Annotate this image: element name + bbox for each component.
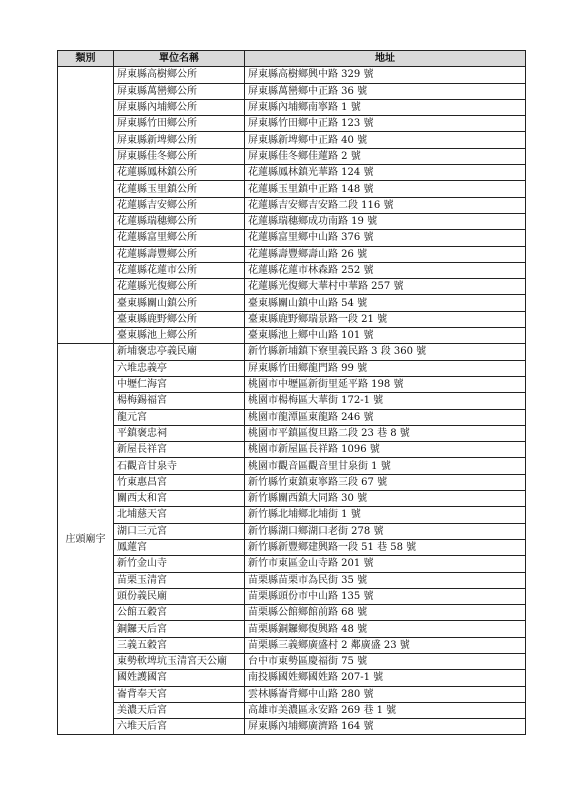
unit-name-cell: 花蓮縣瑞穗鄉公所 [114,213,245,229]
address-cell: 屏東縣內埔鄉廣濟路 164 號 [245,719,526,735]
table-row [58,653,526,669]
table-row [58,311,526,327]
table-row [58,572,526,588]
address-cell: 新竹縣竹東鎮東寧路三段 67 號 [245,474,526,490]
table-body [58,67,526,735]
unit-name-cell: 屏東縣內埔鄉公所 [114,99,245,115]
address-cell: 桃園市新屋區長祥路 1096 號 [245,442,526,458]
address-cell: 桃園市楊梅區大華街 172-1 號 [245,393,526,409]
unit-name-cell: 鳳蓮宮 [114,539,245,555]
unit-name-cell: 湖口三元宮 [114,523,245,539]
unit-name-cell: 中壢仁海宮 [114,376,245,392]
table-row [58,376,526,392]
unit-name-cell: 屏東縣佳冬鄉公所 [114,148,245,164]
address-cell: 花蓮縣光復鄉大華村中華路 257 號 [245,279,526,295]
table-row [58,670,526,686]
table-row [58,588,526,604]
table-row [58,523,526,539]
address-cell: 桃園市中壢區新街里延平路 198 號 [245,376,526,392]
address-cell: 高雄市美濃區永安路 269 巷 1 號 [245,702,526,718]
address-cell: 屏東縣新埤鄉中正路 40 號 [245,132,526,148]
table-row [58,409,526,425]
table-row [58,360,526,376]
table-row [58,393,526,409]
unit-name-cell: 屏東縣竹田鄉公所 [114,116,245,132]
table-row [58,507,526,523]
address-cell: 花蓮縣富里鄉中山路 376 號 [245,230,526,246]
table-row [58,262,526,278]
table-row [58,230,526,246]
table-row [58,165,526,181]
address-cell: 臺東縣池上鄉中山路 101 號 [245,328,526,344]
address-cell: 花蓮縣鳳林鎮光華路 124 號 [245,165,526,181]
header-unit-name: 單位名稱 [114,51,245,67]
address-cell: 苗栗縣公館鄉館前路 68 號 [245,605,526,621]
category-cell: 庄頭廟宇 [58,344,114,735]
address-cell: 苗栗縣苗栗市為民街 35 號 [245,572,526,588]
unit-name-cell: 龍元宮 [114,409,245,425]
unit-name-cell: 國姓護國宮 [114,670,245,686]
table-row [58,246,526,262]
address-cell: 屏東縣萬巒鄉中正路 36 號 [245,83,526,99]
unit-name-cell: 新埔褒忠亭義民廟 [114,344,245,360]
unit-name-cell: 屏東縣新埤鄉公所 [114,132,245,148]
unit-name-cell: 六堆天后宮 [114,719,245,735]
address-cell: 桃園市龍潭區東龍路 246 號 [245,409,526,425]
address-cell: 屏東縣佳冬鄉佳蓮路 2 號 [245,148,526,164]
unit-name-cell: 臺東縣關山鎮公所 [114,295,245,311]
address-cell: 新竹縣北埔鄉北埔街 1 號 [245,507,526,523]
table-row [58,719,526,735]
address-cell: 南投縣國姓鄉國姓路 207-1 號 [245,670,526,686]
table-header-row [58,51,526,67]
unit-name-cell: 苗栗玉清宮 [114,572,245,588]
address-cell: 苗栗縣頭份市中山路 135 號 [245,588,526,604]
table-row [58,197,526,213]
unit-name-cell: 花蓮縣光復鄉公所 [114,279,245,295]
unit-name-cell: 石觀音甘泉寺 [114,458,245,474]
address-cell: 花蓮縣壽豐鄉壽山路 26 號 [245,246,526,262]
document-page [57,50,526,735]
table-row [58,605,526,621]
unit-name-cell: 臺東縣鹿野鄉公所 [114,311,245,327]
address-cell: 苗栗縣三義鄉廣盛村 2 鄰廣盛 23 號 [245,637,526,653]
address-cell: 花蓮縣玉里鎮中正路 148 號 [245,181,526,197]
address-cell: 臺東縣鹿野鄉瑞景路一段 21 號 [245,311,526,327]
address-cell: 新竹縣湖口鄉湖口老街 278 號 [245,523,526,539]
address-table [57,50,526,735]
table-row [58,621,526,637]
address-cell: 臺東縣關山鎮中山路 54 號 [245,295,526,311]
unit-name-cell: 新屋長祥宮 [114,442,245,458]
table-row [58,181,526,197]
category-cell [58,67,114,344]
address-cell: 台中市東勢區慶福街 75 號 [245,653,526,669]
table-row [58,702,526,718]
address-cell: 桃園市平鎮區復旦路二段 23 巷 8 號 [245,425,526,441]
unit-name-cell: 花蓮縣吉安鄉公所 [114,197,245,213]
unit-name-cell: 花蓮縣花蓮市公所 [114,262,245,278]
address-cell: 屏東縣內埔鄉南寧路 1 號 [245,99,526,115]
address-cell: 屏東縣竹田鄉中正路 123 號 [245,116,526,132]
table-row [58,442,526,458]
table-row [58,213,526,229]
unit-name-cell: 六堆忠義亭 [114,360,245,376]
address-cell: 苗栗縣銅鑼鄉復興路 48 號 [245,621,526,637]
table-row [58,279,526,295]
table-row [58,116,526,132]
table-row [58,425,526,441]
address-cell: 雲林縣崙背鄉中山路 280 號 [245,686,526,702]
address-cell: 新竹縣關西鎮大同路 30 號 [245,491,526,507]
unit-name-cell: 北埔慈天宮 [114,507,245,523]
unit-name-cell: 花蓮縣富里鄉公所 [114,230,245,246]
unit-name-cell: 頭份義民廟 [114,588,245,604]
unit-name-cell: 崙背奉天宮 [114,686,245,702]
table-row [58,458,526,474]
unit-name-cell: 楊梅錫福宮 [114,393,245,409]
unit-name-cell: 銅鑼天后宮 [114,621,245,637]
address-cell: 屏東縣高樹鄉興中路 329 號 [245,67,526,83]
address-cell: 屏東縣竹田鄉龍門路 99 號 [245,360,526,376]
unit-name-cell: 屏東縣萬巒鄉公所 [114,83,245,99]
unit-name-cell: 花蓮縣壽豐鄉公所 [114,246,245,262]
address-cell: 花蓮縣吉安鄉吉安路二段 116 號 [245,197,526,213]
address-cell: 新竹縣新豐鄉建興路一段 51 巷 58 號 [245,539,526,555]
address-cell: 花蓮縣瑞穗鄉成功南路 19 號 [245,213,526,229]
table-row [58,686,526,702]
unit-name-cell: 關西太和宮 [114,491,245,507]
table-row [58,148,526,164]
unit-name-cell: 屏東縣高樹鄉公所 [114,67,245,83]
unit-name-cell: 平鎮褒忠祠 [114,425,245,441]
unit-name-cell: 花蓮縣玉里鎮公所 [114,181,245,197]
unit-name-cell: 三義五穀宮 [114,637,245,653]
table-row [58,328,526,344]
address-cell: 桃園市觀音區觀音里甘泉街 1 號 [245,458,526,474]
address-cell: 花蓮縣花蓮市林森路 252 號 [245,262,526,278]
table-row [58,491,526,507]
table-row [58,474,526,490]
unit-name-cell: 花蓮縣鳳林鎮公所 [114,165,245,181]
table-row [58,99,526,115]
unit-name-cell: 新竹金山寺 [114,556,245,572]
unit-name-cell: 美濃天后宮 [114,702,245,718]
unit-name-cell: 東勢軟埤坑玉清宮天公廟 [114,653,245,669]
unit-name-cell: 臺東縣池上鄉公所 [114,328,245,344]
table-row [58,344,526,360]
table-row [58,539,526,555]
table-row [58,637,526,653]
header-category: 類別 [58,51,114,67]
address-cell: 新竹市東區金山寺路 201 號 [245,556,526,572]
table-row [58,295,526,311]
table-row [58,83,526,99]
table-row [58,132,526,148]
address-cell: 新竹縣新埔鎮下寮里義民路 3 段 360 號 [245,344,526,360]
header-address: 地址 [245,51,526,67]
table-row [58,556,526,572]
table-row [58,67,526,83]
unit-name-cell: 公館五穀宮 [114,605,245,621]
unit-name-cell: 竹東惠昌宮 [114,474,245,490]
